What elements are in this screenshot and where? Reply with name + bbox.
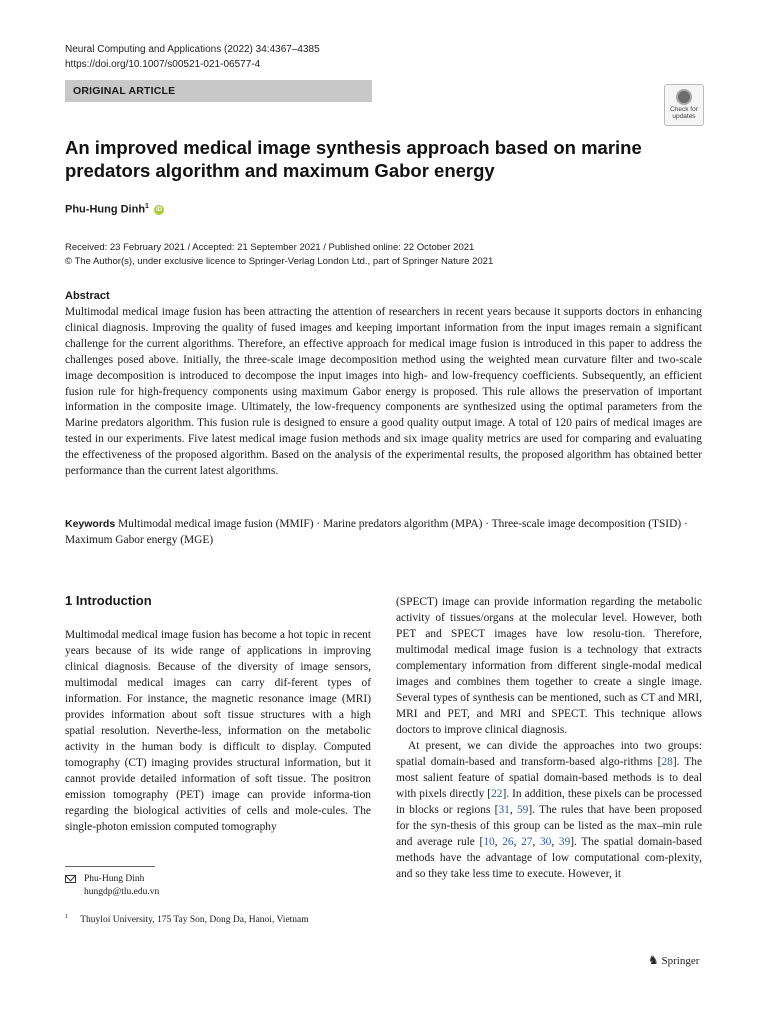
springer-horse-icon: ♞ <box>648 953 659 967</box>
keywords-text: Multimodal medical image fusion (MMIF) · Marine predators algorithm (MPA) · Three-scale image decomposition (TSID) · Maximum Gabor energy (MGE) <box>65 518 688 546</box>
dates-line: Received: 23 February 2021 / Accepted: 21 September 2021 / Published online: 22 October 2021 <box>65 242 475 253</box>
author-name: Phu-Hung Dinh <box>65 203 146 216</box>
section-heading-introduction: 1 Introduction <box>65 593 152 608</box>
citation-link[interactable]: 31 <box>498 804 510 816</box>
keywords-label: Keywords <box>65 518 116 530</box>
citation-link[interactable]: 10 <box>483 836 495 848</box>
publication-dates <box>65 241 493 269</box>
author-affil-sup: 1 <box>145 203 149 210</box>
text-span: , <box>494 836 503 848</box>
citation-link[interactable]: 39 <box>558 836 571 848</box>
orcid-icon[interactable]: iD <box>156 206 163 213</box>
intro-paragraph-1: Multimodal medical image fusion has become a hot topic in recent years because of its wide range of applications in improving clinical diagnosis. Because of the diversity of image sensors, multimodal medical images can carry dif-ferent types of information. For instance, the magnetic resonance image (MRI) provides information about soft tissue structures with a high spatial resolution. Neverthe-less, information on the metabolic activity in the human body is difficult to display. Computed tomography (CT) imaging provides structural information, but it cannot provide detailed information of soft tissue. The positron emission tomography (PET) image can provide informa-tion regarding the biological activities of cells and mole-cules. The single-photon emission computed tomography <box>65 629 371 833</box>
publisher-name: Springer <box>661 955 700 967</box>
corr-name: Phu-Hung Dinh <box>84 874 145 884</box>
abstract-heading: Abstract <box>65 290 110 302</box>
citation-link[interactable]: 28 <box>661 756 673 768</box>
affiliation-footnote <box>65 910 309 927</box>
paper-title: An improved medical image synthesis approach based on marine predators algorithm and maximum Gabor energy <box>65 137 642 181</box>
corr-email[interactable]: hungdp@tlu.edu.vn <box>84 887 160 897</box>
intro-paragraph-3 <box>396 738 702 882</box>
crossmark-icon <box>676 89 692 105</box>
text-span: ]. The most salient feature of spatial domain-based methods is to deal with pixels directly [ <box>396 756 702 800</box>
citation-link[interactable]: 30 <box>539 836 552 848</box>
publisher-logo <box>648 953 699 967</box>
abstract-text: Multimodal medical image fusion has been attracting the attention of researchers in recent years because it supports doctors in enhancing clinical diagnosis. Improving the quality of fused images and keeping important information from the input images remain a significant challenge for the current algorithms. Therefore, an effective approach for medical image fusion is introduced in this paper to address the challenges posed above. Initially, the three-scale image decomposition method using the weighted mean curvature filter and two-scale image decomposition is introduced to decompose the input images into high- and low-frequency coefficients. Subsequently, an efficient fusion rule for high-frequency components using maximum Gabor energy is proposed. This rule allows the preservation of important information in the composite image. Ultimately, the low-frequency components are synthesized using the optimal parameters from the Marine predators algorithm. This fusion rule is designed to ensure a good quality output image. A total of 120 pairs of medical images are tested in our experiments. Five latest medical image fusion methods and six image quality metrics are used for comparing and evaluating the effectiveness of the proposed algorithm. Based on the analysis of the experimental results, the proposed algorithm has obtained better performance than the current latest algorithms. <box>65 306 702 478</box>
text-span: At present, we can divide the approaches into two groups: spatial domain-based and transform-based algo-rithms [ <box>396 740 702 768</box>
copyright-line: © The Author(s), under exclusive licence to Springer-Verlag London Ltd., part of Springer Nature 2021 <box>65 256 494 267</box>
left-column <box>65 627 371 835</box>
doi-link[interactable]: https://doi.org/10.1007/s00521-021-06577-4 <box>65 59 261 70</box>
text-span: ]. In addition, these pixels can be processed in blocks or regions [ <box>396 788 702 816</box>
footnote-divider <box>65 866 155 867</box>
envelope-icon <box>65 875 76 883</box>
intro-paragraph-2: (SPECT) image can provide information regarding the metabolic activity of tissues/organs at the molecular level. However, both PET and SPECT images have low resolu-tion. Therefore, multimodal medical image fusion is a technology that extracts complementary information from different single-modal medical images and combines them together to create a single image. Several types of synthesis can be mentioned, such as CT and MRI, MRI and PET, and MRI and SPECT. This technique allows doctors to improve clinical diagnosis. <box>396 596 702 736</box>
badge-line2: updates <box>672 113 696 120</box>
citation-link[interactable]: 27 <box>521 836 533 848</box>
article-type-banner: ORIGINAL ARTICLE <box>65 80 372 102</box>
citation-link[interactable]: 26 <box>502 836 514 848</box>
text-span: , <box>532 836 540 848</box>
affil-sup: 1 <box>65 913 69 920</box>
text-span: ]. The rules that have been proposed for the syn-thesis of this group can be listed as the max–min rule and average rule [ <box>396 804 702 848</box>
keywords <box>65 516 702 548</box>
citation-link[interactable]: 59 <box>516 804 529 816</box>
check-for-updates-badge[interactable] <box>664 84 704 126</box>
text-span: , <box>509 804 517 816</box>
text-span: , <box>513 836 522 848</box>
corresponding-author <box>65 873 159 899</box>
journal-header <box>65 42 320 72</box>
citation-link[interactable]: 22 <box>491 788 503 800</box>
affil-text: Thuyloi University, 175 Tay Son, Dong Da, Hanoi, Vietnam <box>80 915 309 926</box>
journal-citation: Neural Computing and Applications (2022) 34:4367–4385 <box>65 44 320 55</box>
right-column <box>396 594 702 882</box>
badge-line1: Check for <box>670 106 698 113</box>
text-span: ]. The spatial domain-based methods have the advantage of low computational com-plexity, and so they take less time to execute. However, it <box>396 836 702 880</box>
author-line <box>65 203 164 216</box>
text-span: , <box>551 836 559 848</box>
